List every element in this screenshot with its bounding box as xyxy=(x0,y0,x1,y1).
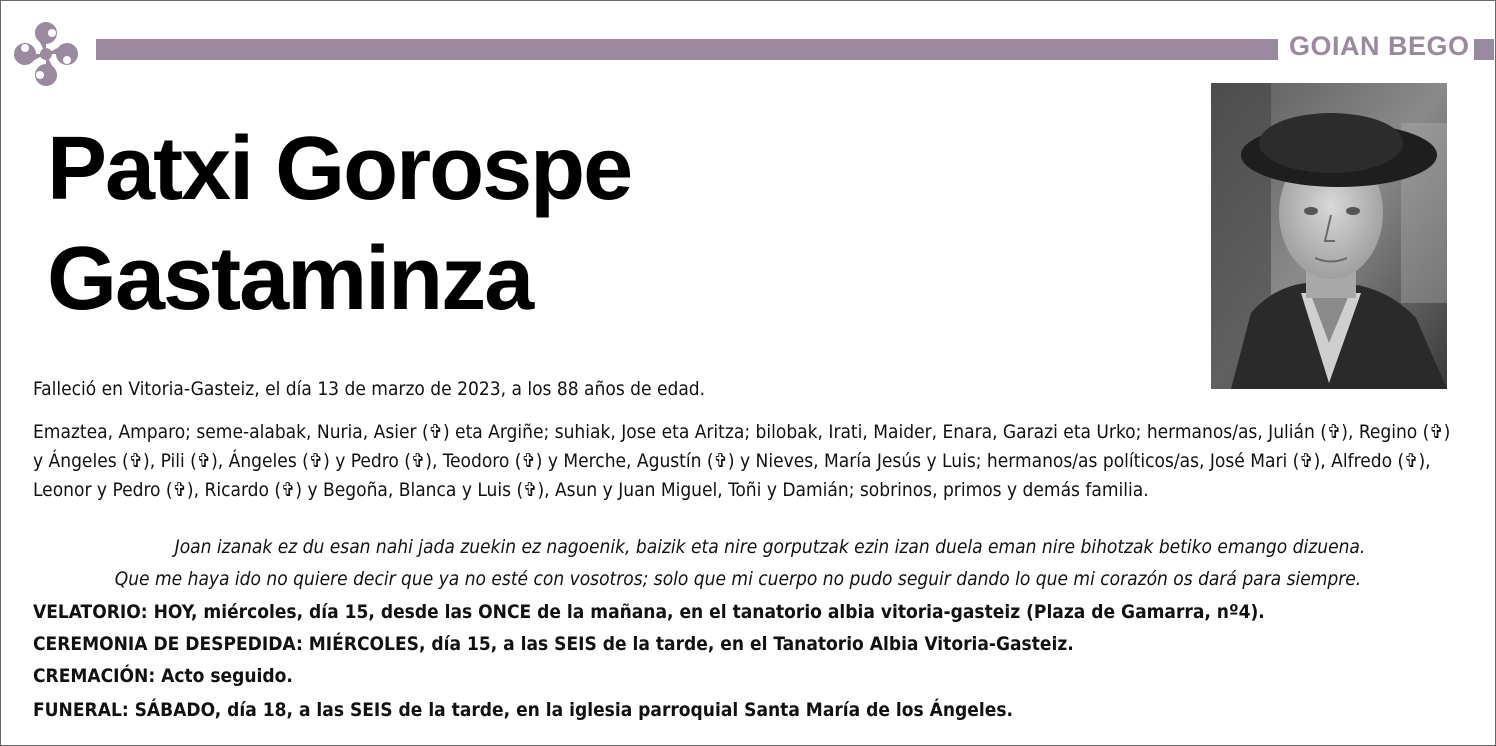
header-band-end xyxy=(1474,39,1494,60)
quote-spanish: Que me haya ido no quiere decir que ya no esté con vosotros; solo que mi cuerpo no pudo seguir dando lo que mi corazón os dará para siempre. xyxy=(114,568,1362,590)
lauburu-icon xyxy=(8,16,84,92)
ceremonia-info: CEREMONIA DE DESPEDIDA: MIÉRCOLES, día 15, a las SEIS de la tarde, en el Tanatorio Albia Vitoria-Gasteiz. xyxy=(33,633,1074,655)
header-band xyxy=(96,39,1278,60)
funeral-info: FUNERAL: SÁBADO, día 18, a las SEIS de la tarde, en la iglesia parroquial Santa María de los Ángeles. xyxy=(33,699,1013,721)
deceased-name-line2: Gastaminza xyxy=(47,229,533,329)
deceased-portrait xyxy=(1211,83,1447,389)
deceased-name-line1: Patxi Gorospe xyxy=(47,119,632,219)
velatorio-info: VELATORIO: HOY, miércoles, día 15, desde las ONCE de la mañana, en el tanatorio albia vitoria-gasteiz (Plaza de Gamarra, nº4). xyxy=(33,601,1265,623)
cremacion-info: CREMACIÓN: Acto seguido. xyxy=(33,665,293,687)
death-notice: Falleció en Vitoria-Gasteiz, el día 13 de marzo de 2023, a los 88 años de edad. xyxy=(33,378,706,400)
quote-basque: Joan izanak ez du esan nahi jada zuekin ez nagoenik, baizik eta nire gorputzak ezin izan duela eman nire bihotzak betiko emango dizuena. xyxy=(174,536,1366,558)
brand-title: GOIAN BEGO xyxy=(1289,31,1470,61)
family-list: Emaztea, Amparo; seme-alabak, Nuria, Asier (✞) eta Argiñe; suhiak, Jose eta Aritza; bilobak, Irati, Maider, Enara, Garazi eta Urko; hermanos/as, Julián (✞), Regino (✞) y Ángeles (✞), Pili (✞), Ángeles (✞) y Pedro (✞), Teodoro (✞) y Merche, Agustín (✞) y Nieves, María Jesús y Luis; hermanos/as políticos/as, José Mari (✞), Alfredo (✞), Leonor y Pedro (✞), Ricardo (✞) y Begoña, Blanca y Luis (✞), Asun y Juan Miguel, Toñi y Damián; sobrinos, primos y demás familia. xyxy=(33,421,1451,501)
